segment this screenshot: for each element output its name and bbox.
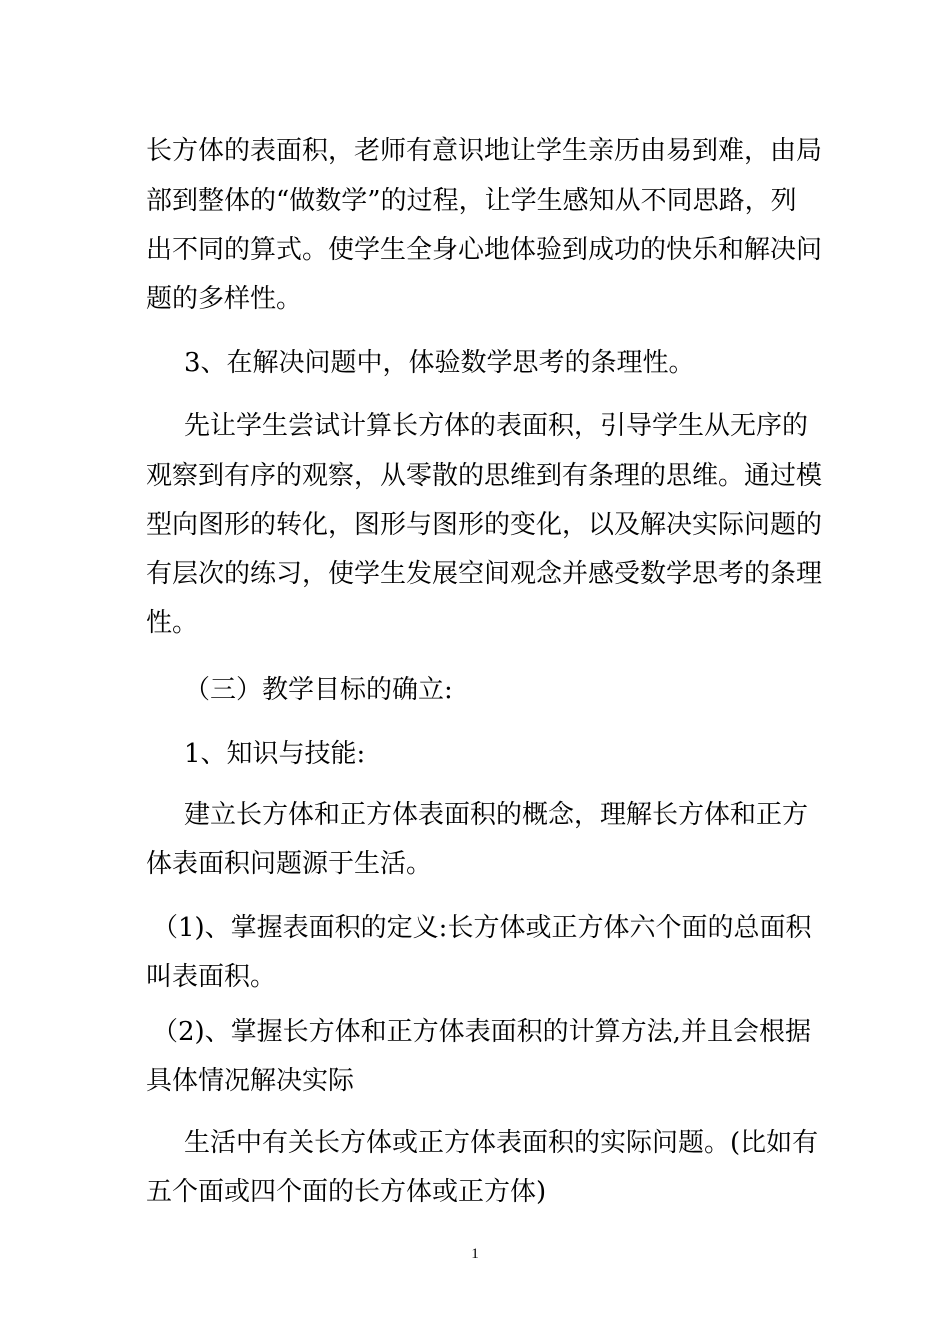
paragraph-line: 题的多样性。	[146, 284, 303, 314]
paragraph-line: 建立长方体和正方体表面积的概念，理解长方体和正方	[184, 800, 809, 830]
paragraph-line: 叫表面积。	[146, 962, 277, 992]
paragraph-line: 型向图形的转化，图形与图形的变化，以及解决实际问题的	[146, 510, 823, 540]
paragraph-line: 出不同的算式。使学生全身心地体验到成功的快乐和解决问	[146, 235, 823, 265]
paragraph-line: 部到整体的“做数学”的过程，让学生感知从不同思路，列	[146, 186, 797, 216]
section-heading: （三）教学目标的确立:	[184, 675, 453, 705]
section-heading: 1、知识与技能:	[184, 739, 366, 769]
paragraph-line: （2)、掌握长方体和正方体表面积的计算方法,并且会根据	[152, 1017, 811, 1047]
paragraph-line: 长方体的表面积，老师有意识地让学生亲历由易到难，由局	[146, 136, 823, 166]
paragraph-line: 观察到有序的观察，从零散的思维到有条理的思维。通过模	[146, 461, 823, 491]
paragraph-line: 五个面或四个面的长方体或正方体)	[146, 1177, 547, 1207]
paragraph-line: 有层次的练习，使学生发展空间观念并感受数学思考的条理	[146, 559, 823, 589]
paragraph-line: 先让学生尝试计算长方体的表面积，引导学生从无序的	[184, 411, 809, 441]
paragraph-line: 具体情况解决实际	[146, 1066, 355, 1096]
page-number: 1	[471, 1246, 479, 1262]
paragraph-line: 生活中有关长方体或正方体表面积的实际问题。(比如有	[184, 1128, 819, 1158]
section-heading: 3、在解决问题中，体验数学思考的条理性。	[184, 348, 695, 378]
paragraph-line: 性。	[146, 608, 199, 638]
paragraph-line: 体表面积问题源于生活。	[146, 849, 433, 879]
paragraph-line: （1)、掌握表面积的定义:长方体或正方体六个面的总面积	[152, 913, 812, 943]
